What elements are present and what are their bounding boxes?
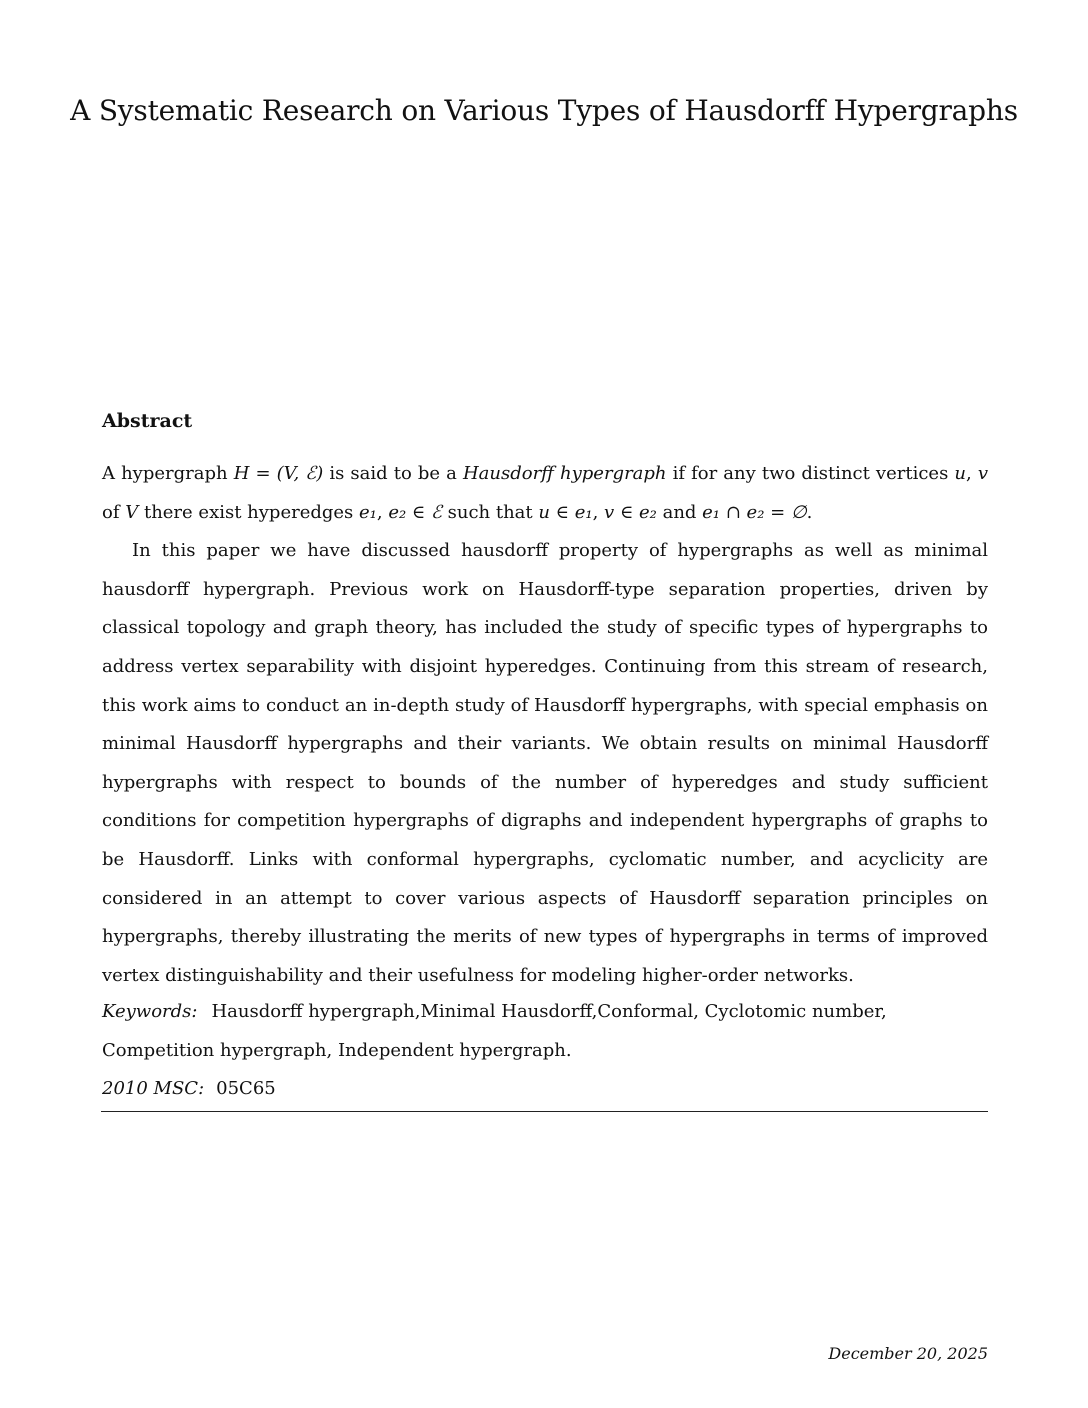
keywords-label: Keywords:	[102, 1001, 198, 1022]
abstract-text-run: there exist hyperedges	[138, 501, 360, 523]
abstract-body	[102, 455, 988, 995]
math-hypergraph: H = (V, ℰ)	[233, 463, 324, 484]
msc-line	[102, 1070, 276, 1109]
math-disjoint: e₁ ∩ e₂ = ∅	[702, 501, 807, 523]
abstract-heading: Abstract	[102, 410, 193, 432]
math-v: v	[977, 463, 988, 484]
abstract-text-run: ,	[592, 501, 605, 523]
abstract-definition-paragraph	[102, 455, 988, 532]
math-u-in-e1: u ∈ e₁	[538, 501, 593, 523]
paper-title: A Systematic Research on Various Types of Hausdorff Hypergraphs	[70, 94, 1018, 127]
abstract-text-run: A hypergraph	[102, 463, 234, 484]
abstract-text-run: of	[102, 501, 126, 523]
keywords-block	[102, 993, 988, 1070]
date-footer: December 20, 2025	[828, 1344, 988, 1363]
abstract-text-run: and	[656, 501, 703, 523]
msc-label: 2010 MSC:	[102, 1078, 205, 1099]
abstract-text-run: .	[806, 501, 813, 523]
msc-code: 05C65	[216, 1078, 276, 1099]
math-e1: e₁	[359, 501, 377, 523]
term-hausdorff-hypergraph: Hausdorff hypergraph	[462, 463, 667, 484]
keywords-list-part-1: Hausdorff hypergraph,Minimal Hausdorff,Conformal, Cyclotomic number,	[211, 1001, 887, 1022]
horizontal-rule	[101, 1111, 988, 1112]
abstract-summary-paragraph: In this paper we have discussed hausdorff property of hypergraphs as well as minimal hausdorff hypergraph. Previous work on Hausdorff-type separation properties, driven by classical topology and graph theory, has included the study of specific types of hypergraphs to address vertex separability with disjoint hyperedges. Continuing from this stream of research, this work aims to conduct an in-depth study of Hausdorff hypergraphs, with special emphasis on minimal Hausdorff hypergraphs and their variants. We obtain results on minimal Hausdorff hypergraphs with respect to bounds of the number of hyperedges and study sufficient conditions for competition hypergraphs of digraphs and independent hypergraphs of graphs to be Hausdorff. Links with conformal hypergraphs, cyclomatic number, and acyclicity are considered in an attempt to cover various aspects of Hausdorff separation principles on hypergraphs, thereby illustrating the merits of new types of hypergraphs in terms of improved vertex distinguishability and their usefulness for modeling higher-order networks.	[102, 540, 988, 986]
keywords-line-1	[102, 993, 988, 1032]
abstract-text-run: if for any two distinct vertices	[666, 463, 955, 484]
abstract-text-run: ,	[376, 501, 389, 523]
abstract-text-run: ,	[966, 463, 978, 484]
abstract-text-run: such that	[441, 501, 539, 523]
abstract-text-run: is said to be a	[323, 463, 463, 484]
math-V: V	[125, 501, 139, 523]
math-u: u	[954, 463, 966, 484]
math-v-in-e2: v ∈ e₂	[604, 501, 657, 523]
math-e2-in-E: e₂ ∈ ℰ	[388, 501, 442, 523]
keywords-line-2: Competition hypergraph, Independent hypergraph.	[102, 1039, 572, 1061]
